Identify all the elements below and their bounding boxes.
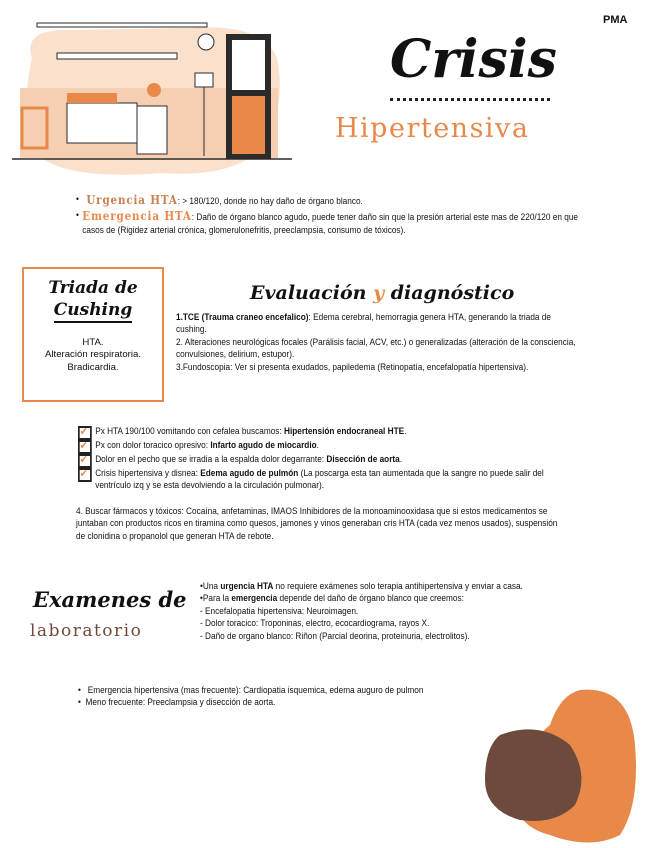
item-text: .: [404, 426, 407, 437]
title-hipertensiva: Hipertensiva: [335, 113, 530, 144]
labs-urgencia: [200, 581, 561, 593]
item-text: Px HTA 190/100 vomitando con cefalea buscamos:: [95, 426, 285, 437]
pma-tag: PMA: [603, 14, 628, 26]
checkbox-checked-icon: ✔: [78, 426, 92, 440]
evaluation-title: [250, 280, 514, 306]
definition-emergencia: • Emergencia HTA: Daño de órgano blanco agudo, puede tener daño sin que la presión arterial este mas de 220/120 en que casos de (Rigidez arterial crónica, glomerulonefritis, preeclampsia, consumo de tóxicos).: [76, 209, 579, 236]
checkbox-checked-icon: ✔: [78, 454, 92, 468]
item-text: Crisis hipertensiva y disnea:: [95, 468, 201, 479]
evaluation-item: 3.Fundoscopia: Ver si presenta exudados, papiledema (Retinopatía, encefalopatía hipertensiva).: [176, 361, 529, 373]
title-part: diagnóstico: [384, 282, 515, 304]
cushing-item: Alteración respiratoria.: [45, 349, 141, 361]
evaluation-list: [176, 312, 580, 374]
term: Urgencia HTA: [86, 193, 178, 207]
drugs-paragraph: 4. Buscar fármacos y tóxicos: Cocaína, anfetaminas, IMAOS Inhibidores de la monoaminooxidasa que si estos medicamentos se juntaban con productos ricos en tiramina como quesos, jamones y vinos generaban cris HTA (cada vez menos usados), suspensión de clonidina o propanolol que generan HTA de rebote.: [76, 506, 558, 542]
item-text: .: [399, 454, 403, 465]
decorative-blobs-icon: [470, 685, 655, 848]
title-part: y: [373, 282, 385, 304]
title-part: Evaluación: [250, 282, 374, 304]
evaluation-item: [176, 312, 580, 337]
checklist: [78, 426, 577, 493]
labs-subtitle: laboratorio: [30, 621, 143, 641]
cushing-items: [24, 337, 162, 374]
labs-item: - Encefalopatia hipertensiva: Neuroimagen.: [200, 605, 359, 617]
text: no requiere exámenes solo terapia antihipertensiva y enviar a casa.: [273, 581, 523, 592]
text: •Para la: [200, 593, 232, 605]
item-bold: Infarto agudo de miocardio: [210, 440, 317, 451]
definition-text: : > 180/120, donde no hay daño de órgano blanco.: [177, 196, 363, 207]
cushing-item: HTA.: [82, 337, 104, 348]
item-text: : Edema cerebral, hemorragia genera HTA, generando la triada de cushing.: [176, 312, 551, 336]
labs-title: Examenes de: [33, 587, 187, 612]
checkbox-checked-icon: ✔: [78, 468, 92, 482]
checkbox-checked-icon: ✔: [78, 440, 92, 454]
text-bold: emergencia: [231, 593, 278, 605]
checklist-item: [78, 440, 577, 454]
term: Emergencia HTA: [82, 209, 192, 224]
item-text: .: [316, 440, 319, 451]
item-bold: 1.TCE (Trauma craneo encefalico): [176, 312, 309, 323]
hospital-room-icon: [12, 18, 292, 178]
cushing-item: Bradicardia.: [67, 361, 119, 373]
item-text: Px con dolor toracico opresivo:: [95, 440, 211, 451]
labs-item: - Dolor toracico: Troponinas, electro, ecocardiograma, rayos X.: [200, 618, 430, 630]
cause-item: • Emergencia hipertensiva (mas frecuente): Cardiopatia isquemica, edema auguro de pulmon: [78, 685, 424, 696]
item-text: (La poscarga esta tan aumentada que la sangre no puede salir del ventrículo izq y se esta devolviendo a la circulación pulmonar).: [95, 468, 544, 492]
labs-item: - Daño de organo blanco: Riñon (Parcial deorina, proteinuria, electrolitos).: [200, 630, 470, 642]
item-text: Dolor en el pecho que se irradia a la espalda dolor degarrante:: [95, 454, 327, 465]
definition-urgencia: • Urgencia HTA: > 180/120, donde no hay daño de órgano blanco.: [76, 193, 363, 207]
item-bold: Hipertensión endocraneal HTE: [284, 426, 405, 437]
checklist-item: [78, 454, 577, 468]
text: depende del daño de órgano blanco que creemos:: [277, 593, 464, 605]
checklist-item: [78, 468, 577, 493]
cause-item: • Meno frecuente: Preeclampsia y disección de aorta.: [78, 697, 276, 709]
evaluation-item: 2. Alteraciones neurológicas focales (Parálisis facial, ACV, etc.) o generalizadas (alteración de la consciencia, convulsiones, delirium, estupor).: [176, 336, 576, 361]
labs-text: [200, 581, 561, 643]
definitions-list: [76, 194, 596, 237]
checklist-item: [78, 426, 577, 440]
title-dots: [390, 98, 550, 101]
item-bold: Disección de aorta: [326, 454, 400, 465]
hospital-room-illustration: [12, 18, 292, 178]
cushing-title-2: Cushing: [54, 299, 133, 323]
cushing-title-1: Triada de: [48, 278, 138, 298]
text-bold: urgencia HTA: [220, 581, 274, 592]
labs-emergencia: [200, 593, 561, 605]
text: •Una: [200, 581, 221, 592]
definition-text: : Daño de órgano blanco agudo, puede tener daño sin que la presión arterial este mas de 220/120 en que casos de (Rigidez arterial crónica, glomerulonefritis, preeclampsia, consumo de tóxicos).: [82, 212, 579, 236]
title-crisis: Crisis: [390, 29, 557, 90]
cause-text: Emergencia hipertensiva (mas frecuente): Cardiopatia isquemica, edema auguro de pulmon: [87, 685, 424, 696]
cushing-box: [22, 267, 164, 402]
cause-text: Meno frecuente: Preeclampsia y disección de aorta.: [85, 697, 276, 709]
item-bold: Edema agudo de pulmón: [200, 468, 299, 479]
